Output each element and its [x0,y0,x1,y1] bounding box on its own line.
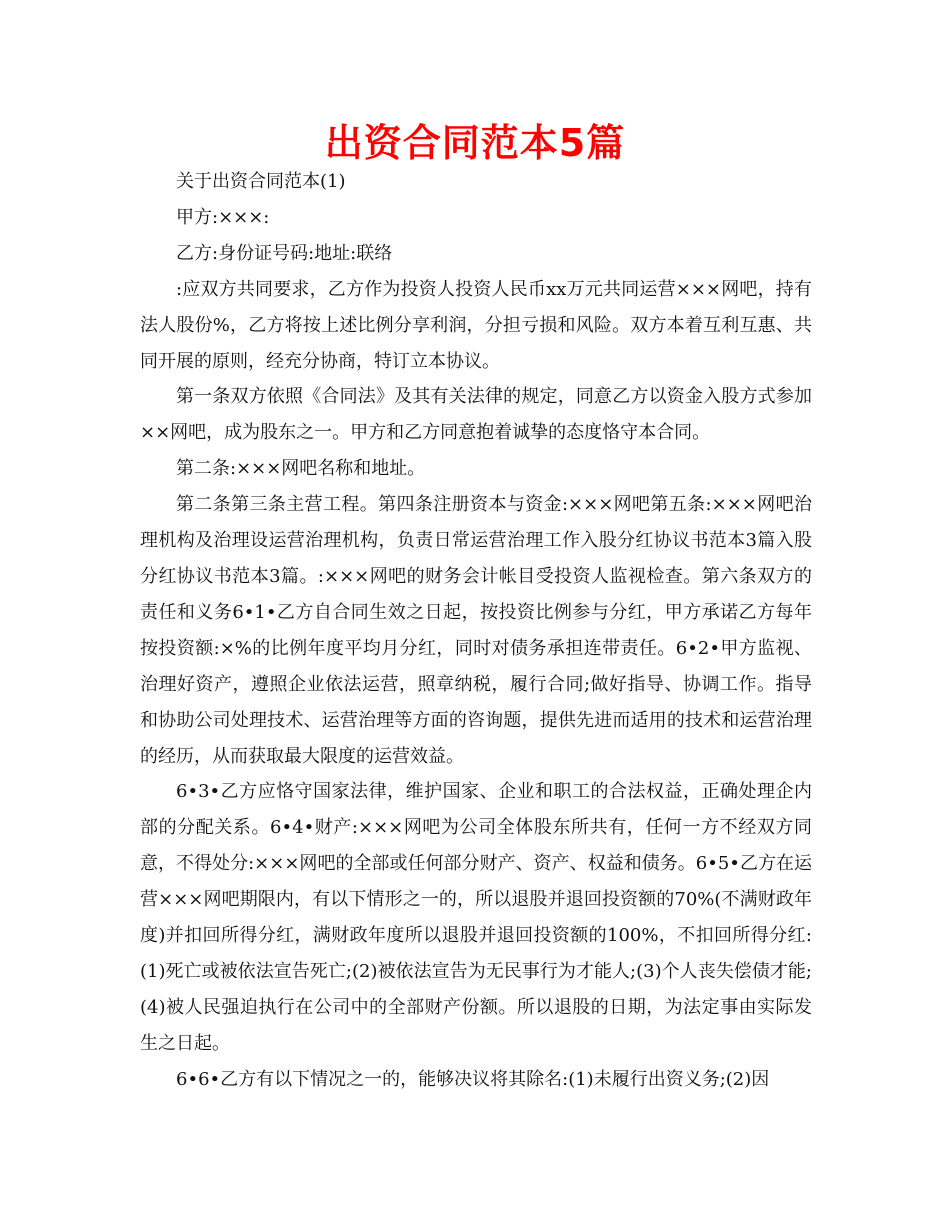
paragraph-clause-6-6: 6•6•乙方有以下情况之一的，能够决议将其除名:(1)未履行出资义务;(2)因 [176,1068,770,1090]
paragraph-party-b: 乙方:身份证号码:地址:联络 [176,242,393,264]
paragraph-heading-contract-1: 关于出资合同范本(1) [176,171,346,192]
paragraph-preamble: :应双方共同要求，乙方作为投资人投资人民币xx万元共同运营×××网吧，持有法人股份%，乙方将按上述比例分享利润，分担亏损和风险。双方本着互利互惠、共同开展的原则，经充分协商，特订立本协议。 [140,278,812,372]
paragraph-party-a: 甲方:×××: [176,206,270,228]
paragraph-articles-3-6: 第二条第三条主营工程。第四条注册资本与资金:×××网吧第五条:×××网吧治理机构及治理设运营治理机构，负责日常运营治理工作入股分红协议书范本3篇入股分红协议书范本3篇。:×××网吧的财务会计帐目受投资人监视检查。第六条双方的责任和义务6•1•乙方自合同生效之日起，按投资比例参与分红，甲方承诺乙方每年按投资额:×%的比例年度平均月分红，同时对债务承担连带责任。6•2•甲方监视、治理好资产，遵照企业依法运营，照章纳税，履行合同;做好指导、协调工作。指导和协助公司处理技术、运营治理等方面的咨询题，提供先进而适用的技术和运营治理的经历，从而获取最大限度的运营效益。 [140,494,812,767]
document-body [140,164,812,1098]
document-title: 出资合同范本5篇 [324,121,626,165]
paragraph-clauses-6-3-6-5: 6•3•乙方应恪守国家法律，维护国家、企业和职工的合法权益，正确处理企内部的分配关系。6•4•财产:×××网吧为公司全体股东所共有，任何一方不经双方同意，不得处分:×××网吧的全部或任何部分财产、资产、权益和债务。6•5•乙方在运营×××网吧期限内，有以下情形之一的，所以退股并退回投资额的70%(不满财政年度)并扣回所得分红，满财政年度所以退股并退回投资额的100%，不扣回所得分红:(1)死亡或被依法宣告死亡;(2)被依法宣告为无民事行为才能人;(3)个人丧失偿债才能;(4)被人民强迫执行在公司中的全部财产份额。所以退股的日期，为法定事由实际发生之日起。 [140,781,812,1054]
paragraph-article-2: 第二条:×××网吧名称和地址。 [176,458,426,480]
paragraph-article-1: 第一条双方依照《合同法》及其有关法律的规定，同意乙方以资金入股方式参加××网吧，成为股东之一。甲方和乙方同意抱着诚挚的态度恪守本合同。 [140,386,812,444]
